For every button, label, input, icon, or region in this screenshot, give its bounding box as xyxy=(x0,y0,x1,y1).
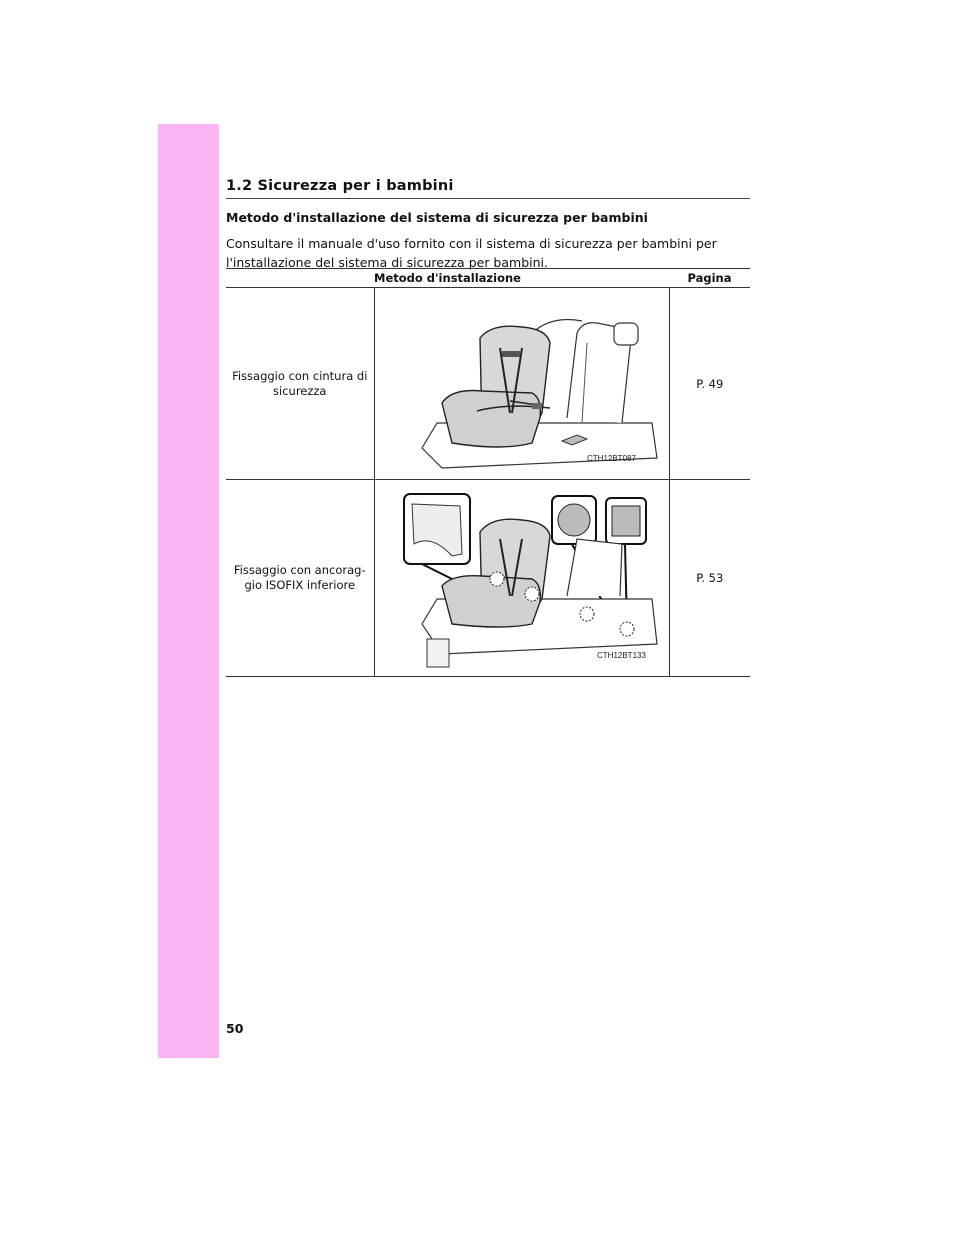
section-title: 1.2 Sicurezza per i bambini xyxy=(226,178,454,194)
section-divider xyxy=(226,198,750,199)
method-text-line-1: Fissaggio con cintura di xyxy=(232,368,368,383)
body-paragraph xyxy=(226,234,750,272)
header-page: Pagina xyxy=(669,269,750,288)
method-cell xyxy=(226,288,374,480)
figure-cell xyxy=(374,288,669,480)
isofix-child-seat-illustration xyxy=(382,484,662,672)
body-line-1: Consultare il manuale d'uso fornito con il sistema di sicurezza per bambini per xyxy=(226,236,717,251)
subtitle: Metodo d'installazione del sistema di sicurezza per bambini xyxy=(226,210,648,225)
method-text-line-2: gio ISOFIX inferiore xyxy=(244,578,356,592)
header-method: Metodo d'installazione xyxy=(226,269,669,288)
figure-code: CTH12BT087 xyxy=(586,453,636,463)
figure-code: CTH12BT133 xyxy=(596,651,646,660)
page-cell: P. 53 xyxy=(669,480,750,677)
method-text-line-1: Fissaggio con ancorag- xyxy=(233,563,366,577)
page-number: 50 xyxy=(226,1021,244,1036)
method-text-line-2: sicurezza xyxy=(273,383,327,398)
installation-methods-table xyxy=(226,268,750,677)
seatbelt-child-seat-illustration xyxy=(382,293,662,475)
figure-cell xyxy=(374,480,669,677)
method-cell xyxy=(226,480,374,677)
table-row xyxy=(226,288,750,480)
body-line-2: l'installazione del sistema di sicurezza per bambini. xyxy=(226,255,548,270)
page-cell: P. 49 xyxy=(669,288,750,480)
pink-side-tab xyxy=(158,124,219,1058)
table-row xyxy=(226,480,750,677)
